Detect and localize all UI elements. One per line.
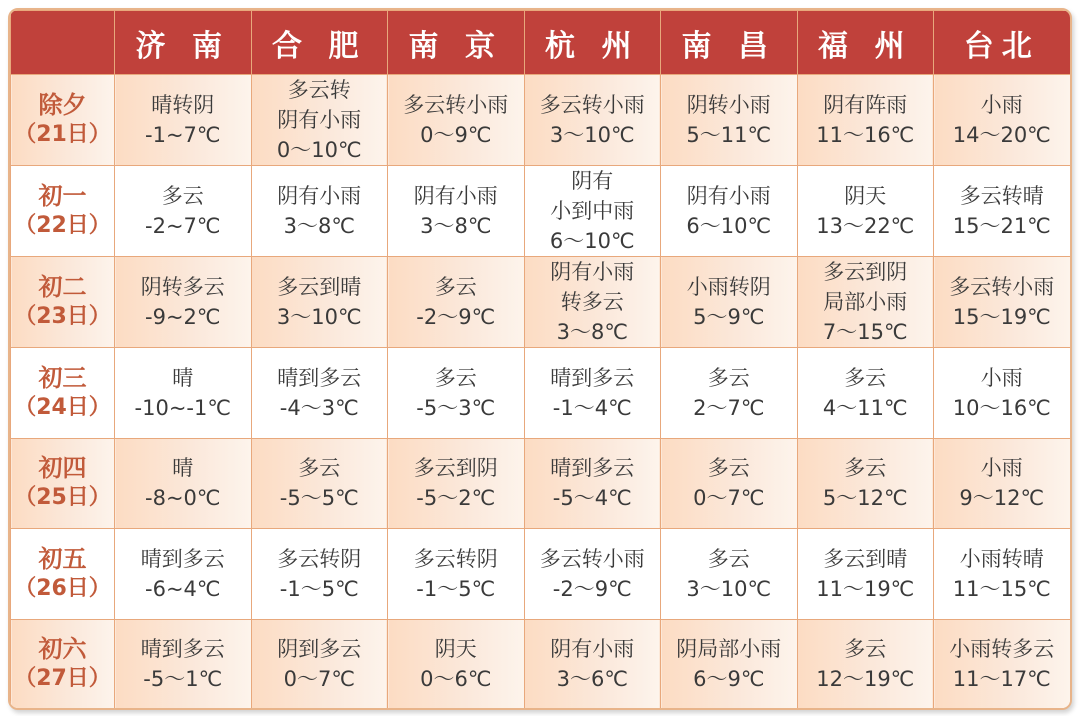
temperature-range: 3～6℃ xyxy=(556,667,628,692)
day-label: 初二 xyxy=(38,273,87,301)
temperature-range: -5～5℃ xyxy=(279,486,359,511)
weather-text: 阴有阵雨 xyxy=(823,93,908,117)
forecast-cell xyxy=(251,257,388,348)
table-row xyxy=(11,438,1071,529)
weather-text: 多云转 xyxy=(287,78,351,102)
day-cell xyxy=(11,619,115,710)
temperature-range: -2~7℃ xyxy=(145,214,221,238)
temperature-range: 6～10℃ xyxy=(686,214,772,238)
temperature-range: -5～2℃ xyxy=(416,486,496,511)
temperature-range: -5～4℃ xyxy=(552,486,632,511)
forecast-cell xyxy=(115,75,252,166)
temperature-range: 7～15℃ xyxy=(822,320,908,344)
day-label: 除夕 xyxy=(38,91,87,119)
temperature-range: -8~0℃ xyxy=(145,486,221,511)
forecast-cell xyxy=(934,348,1071,439)
forecast-cell xyxy=(934,529,1071,620)
temperature-range: 14～20℃ xyxy=(952,123,1051,147)
temperature-range: -10~-1℃ xyxy=(134,395,231,420)
forecast-cell xyxy=(797,257,934,348)
forecast-cell xyxy=(797,75,934,166)
forecast-cell xyxy=(524,257,661,348)
weather-text: 小雨 xyxy=(980,93,1023,117)
temperature-range: 15～21℃ xyxy=(952,214,1051,238)
weather-text: 多云到阴 xyxy=(413,456,498,481)
weather-text: 阴有小雨 xyxy=(413,184,498,208)
weather-text: 多云转小雨 xyxy=(539,93,645,117)
weather-text: 阴有小雨 xyxy=(686,184,771,208)
forecast-cell xyxy=(115,619,252,710)
forecast-cell xyxy=(934,166,1071,257)
temperature-range: -4～3℃ xyxy=(279,395,359,420)
weather-text: 多云转晴 xyxy=(959,184,1044,208)
temperature-range: 12～19℃ xyxy=(816,667,915,692)
weather-text: 晴转阴 xyxy=(151,93,215,117)
forecast-cell xyxy=(934,75,1071,166)
table-row xyxy=(11,257,1071,348)
day-cell xyxy=(11,438,115,529)
forecast-cell xyxy=(797,166,934,257)
city-header: 福 州 xyxy=(797,11,934,75)
day-date: （27日） xyxy=(14,666,111,692)
temperature-range: 4～11℃ xyxy=(822,395,908,420)
weather-text: 多云 xyxy=(844,637,887,662)
temperature-range: 6～9℃ xyxy=(693,667,765,692)
temperature-range: -6~4℃ xyxy=(145,576,221,601)
temperature-range: 15～19℃ xyxy=(952,305,1051,329)
weather-text: 多云转小雨 xyxy=(949,275,1055,299)
forecast-cell xyxy=(934,438,1071,529)
forecast-cell xyxy=(661,166,798,257)
weather-text: 阴有小雨 xyxy=(550,260,635,284)
weather-text: 阴有 xyxy=(571,169,614,193)
city-header: 济 南 xyxy=(115,11,252,75)
temperature-range: 3～10℃ xyxy=(276,305,362,329)
weather-text: 小到中雨 xyxy=(550,199,635,223)
weather-text: 阴转多云 xyxy=(140,275,225,299)
temperature-range: -2～9℃ xyxy=(416,305,496,329)
forecast-cell xyxy=(797,529,934,620)
weather-text: 阴转小雨 xyxy=(686,93,771,117)
temperature-range: -1～5℃ xyxy=(279,576,359,601)
forecast-cell xyxy=(934,257,1071,348)
day-date: （25日） xyxy=(14,485,111,511)
forecast-cell xyxy=(251,348,388,439)
weather-text: 多云转小雨 xyxy=(539,546,645,571)
weather-text: 多云到晴 xyxy=(823,546,908,571)
temperature-range: 0～9℃ xyxy=(420,123,492,147)
corner-cell xyxy=(11,11,115,75)
weather-text: 多云转小雨 xyxy=(403,93,509,117)
temperature-range: 3～10℃ xyxy=(686,576,772,601)
forecast-table-frame xyxy=(8,8,1072,710)
forecast-cell xyxy=(661,619,798,710)
forecast-cell xyxy=(251,619,388,710)
city-header: 合 肥 xyxy=(251,11,388,75)
day-label: 初六 xyxy=(38,635,87,664)
forecast-cell xyxy=(934,619,1071,710)
temperature-range: -2～9℃ xyxy=(552,576,632,601)
weather-text: 小雨 xyxy=(980,365,1023,390)
forecast-cell xyxy=(388,75,525,166)
forecast-cell xyxy=(661,257,798,348)
forecast-cell xyxy=(251,166,388,257)
day-date: （23日） xyxy=(14,304,111,329)
day-cell xyxy=(11,75,115,166)
city-header: 南 昌 xyxy=(661,11,798,75)
forecast-cell xyxy=(524,438,661,529)
temperature-range: -1~7℃ xyxy=(145,123,221,147)
weather-text: 晴到多云 xyxy=(550,365,635,390)
temperature-range: -9~2℃ xyxy=(145,305,221,329)
weather-text: 晴到多云 xyxy=(140,637,225,662)
weather-text: 小雨转阴 xyxy=(686,275,771,299)
weather-text: 晴到多云 xyxy=(277,365,362,390)
day-date: （22日） xyxy=(14,213,111,238)
weather-text: 阴天 xyxy=(434,637,477,662)
temperature-range: 3～8℃ xyxy=(283,214,355,238)
forecast-cell xyxy=(115,257,252,348)
weather-text: 阴天 xyxy=(844,184,887,208)
temperature-range: 3～8℃ xyxy=(420,214,492,238)
forecast-cell xyxy=(797,438,934,529)
temperature-range: 5～12℃ xyxy=(822,486,908,511)
temperature-range: -5～1℃ xyxy=(143,667,223,692)
day-cell xyxy=(11,348,115,439)
table-row xyxy=(11,348,1071,439)
forecast-cell xyxy=(388,529,525,620)
weather-text: 小雨转晴 xyxy=(959,546,1044,571)
temperature-range: -5～3℃ xyxy=(416,395,496,420)
temperature-range: 13～22℃ xyxy=(816,214,915,238)
temperature-range: 9～12℃ xyxy=(959,486,1045,511)
weather-text: 多云转阴 xyxy=(413,546,498,571)
forecast-cell xyxy=(524,619,661,710)
weather-text: 多云 xyxy=(707,365,750,390)
weather-text: 阴局部小雨 xyxy=(676,637,782,662)
temperature-range: 11～17℃ xyxy=(952,667,1051,692)
temperature-range: 0～7℃ xyxy=(283,667,355,692)
weather-text: 多云到晴 xyxy=(277,275,362,299)
forecast-cell xyxy=(661,438,798,529)
temperature-range: 5～11℃ xyxy=(686,123,772,147)
forecast-cell xyxy=(251,75,388,166)
forecast-cell xyxy=(388,166,525,257)
forecast-table xyxy=(10,10,1071,710)
temperature-range: 0～7℃ xyxy=(693,486,765,511)
city-header: 杭 州 xyxy=(524,11,661,75)
day-cell xyxy=(11,257,115,348)
temperature-range: 10～16℃ xyxy=(952,395,1051,420)
day-date: （24日） xyxy=(14,394,111,420)
forecast-cell xyxy=(524,166,661,257)
day-label: 初三 xyxy=(38,363,87,392)
weather-text: 多云 xyxy=(434,275,477,299)
weather-text: 阴到多云 xyxy=(277,637,362,662)
day-cell xyxy=(11,166,115,257)
forecast-cell xyxy=(797,348,934,439)
city-header: 南 京 xyxy=(388,11,525,75)
table-row xyxy=(11,529,1071,620)
forecast-cell xyxy=(115,348,252,439)
weather-text: 阴有小雨 xyxy=(277,184,362,208)
table-row xyxy=(11,75,1071,166)
weather-text: 多云转阴 xyxy=(277,546,362,571)
weather-text: 多云 xyxy=(844,456,887,481)
weather-text: 多云 xyxy=(161,184,204,208)
day-label: 初五 xyxy=(38,544,87,573)
forecast-cell xyxy=(661,529,798,620)
weather-text: 局部小雨 xyxy=(823,290,908,314)
temperature-range: 11～16℃ xyxy=(816,123,915,147)
weather-text: 转多云 xyxy=(560,290,624,314)
forecast-cell xyxy=(251,438,388,529)
day-label: 初四 xyxy=(38,454,87,483)
temperature-range: 11～19℃ xyxy=(816,576,915,601)
forecast-body xyxy=(11,75,1071,710)
forecast-cell xyxy=(251,529,388,620)
table-row xyxy=(11,166,1071,257)
temperature-range: 6～10℃ xyxy=(549,229,635,253)
temperature-range: 0～10℃ xyxy=(276,138,362,162)
forecast-cell xyxy=(388,438,525,529)
weather-text: 多云 xyxy=(844,365,887,390)
weather-text: 多云 xyxy=(707,456,750,481)
forecast-cell xyxy=(388,348,525,439)
weather-text: 小雨 xyxy=(980,456,1023,481)
day-date: （21日） xyxy=(14,122,111,147)
forecast-cell xyxy=(115,166,252,257)
city-header: 台北 xyxy=(934,11,1071,75)
table-row xyxy=(11,619,1071,710)
temperature-range: 2～7℃ xyxy=(693,395,765,420)
temperature-range: 11～15℃ xyxy=(952,576,1051,601)
forecast-cell xyxy=(388,257,525,348)
weather-text: 小雨转多云 xyxy=(949,637,1055,662)
forecast-cell xyxy=(115,529,252,620)
day-cell xyxy=(11,529,115,620)
day-label: 初一 xyxy=(38,182,87,210)
weather-text: 多云 xyxy=(434,365,477,390)
temperature-range: -1～5℃ xyxy=(416,576,496,601)
temperature-range: -1～4℃ xyxy=(552,395,632,420)
weather-text: 晴到多云 xyxy=(550,456,635,481)
forecast-cell xyxy=(115,438,252,529)
weather-text: 晴 xyxy=(172,456,194,481)
temperature-range: 3～10℃ xyxy=(549,123,635,147)
temperature-range: 0～6℃ xyxy=(420,667,492,692)
forecast-cell xyxy=(524,348,661,439)
forecast-cell xyxy=(524,75,661,166)
forecast-cell xyxy=(524,529,661,620)
forecast-cell xyxy=(661,75,798,166)
forecast-cell xyxy=(388,619,525,710)
weather-text: 多云到阴 xyxy=(823,260,908,284)
temperature-range: 3～8℃ xyxy=(556,320,628,344)
day-date: （26日） xyxy=(14,575,111,601)
header-row xyxy=(11,11,1071,75)
temperature-range: 5～9℃ xyxy=(693,305,765,329)
weather-text: 晴 xyxy=(172,365,194,390)
weather-text: 晴到多云 xyxy=(140,546,225,571)
weather-text: 阴有小雨 xyxy=(277,108,362,132)
forecast-cell xyxy=(797,619,934,710)
weather-text: 多云 xyxy=(707,546,750,571)
weather-text: 多云 xyxy=(298,456,341,481)
forecast-cell xyxy=(661,348,798,439)
weather-text: 阴有小雨 xyxy=(550,637,635,662)
